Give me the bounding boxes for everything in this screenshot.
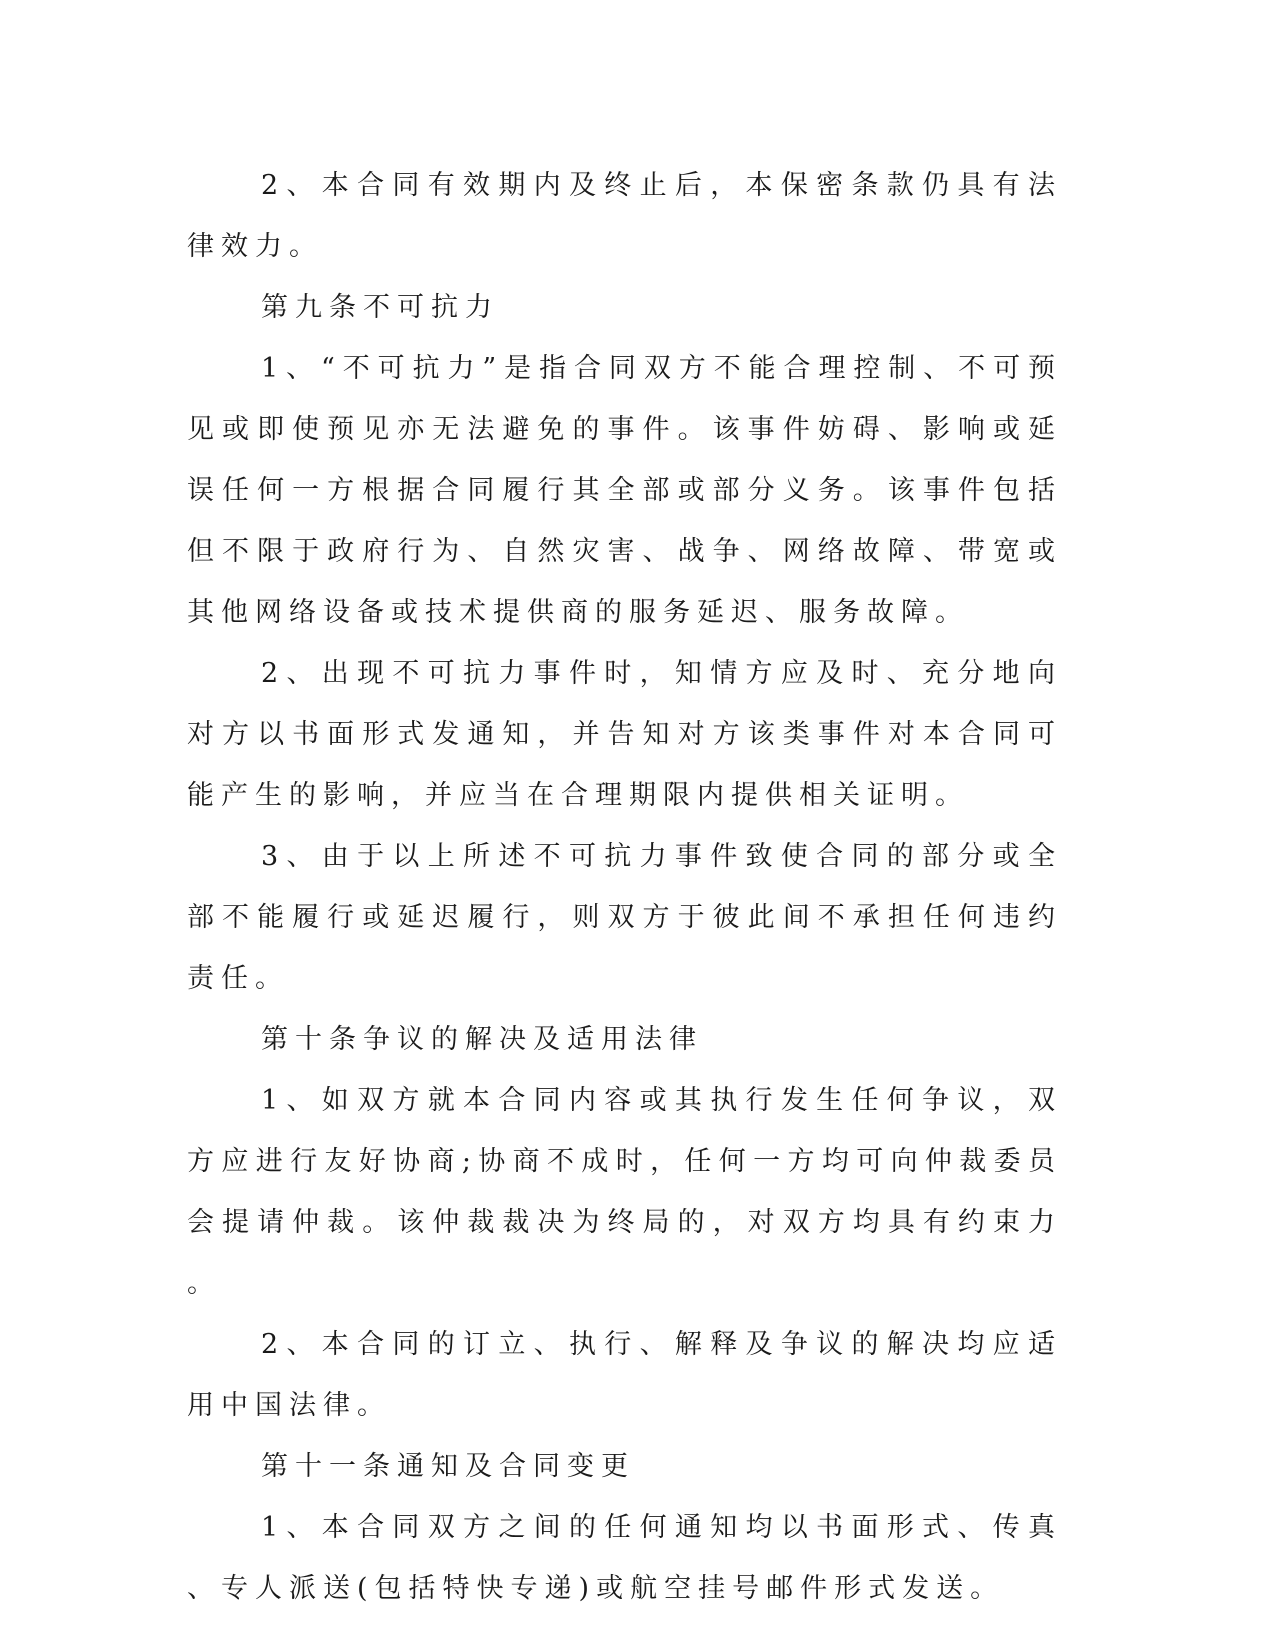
heading-article-9-force-majeure: 第九条不可抗力 [261, 292, 499, 323]
paragraph-force-majeure-notice: 2、出现不可抗力事件时，知情方应及时、充分地向对方以书面形式发通知，并告知对方该类事件对本合同可能产生的影响，并应当在合理期限内提供相关证明。 [187, 658, 1062, 811]
paragraph-dispute-arbitration: 1、如双方就本合同内容或其执行发生任何争议，双方应进行友好协商;协商不成时，任何一方均可向仲裁委员会提请仲裁。该仲裁裁决为终局的，对双方均具有约束力。 [187, 1085, 1062, 1299]
heading-article-10-dispute-resolution: 第十条争议的解决及适用法律 [261, 1024, 703, 1055]
paragraph-force-majeure-definition: 1、“不可抗力”是指合同双方不能合理控制、不可预见或即使预见亦无法避免的事件。该事件妨碍、影响或延误任何一方根据合同履行其全部或部分义务。该事件包括但不限于政府行为、自然灾害、战争、网络故障、带宽或其他网络设备或技术提供商的服务延迟、服务故障。 [187, 353, 1062, 628]
document-body [187, 155, 1062, 1619]
paragraph-force-majeure-liability: 3、由于以上所述不可抗力事件致使合同的部分或全部不能履行或延迟履行，则双方于彼此间不承担任何违约责任。 [187, 841, 1062, 994]
heading-article-11-notice-and-amendment: 第十一条通知及合同变更 [261, 1451, 635, 1482]
paragraph-notice-delivery: 1、本合同双方之间的任何通知均以书面形式、传真、专人派送(包括特快专递)或航空挂号邮件形式发送。 [187, 1512, 1062, 1604]
paragraph-confidentiality-clause-2: 2、本合同有效期内及终止后，本保密条款仍具有法律效力。 [187, 170, 1062, 262]
paragraph-governing-law: 2、本合同的订立、执行、解释及争议的解决均应适用中国法律。 [187, 1329, 1062, 1421]
